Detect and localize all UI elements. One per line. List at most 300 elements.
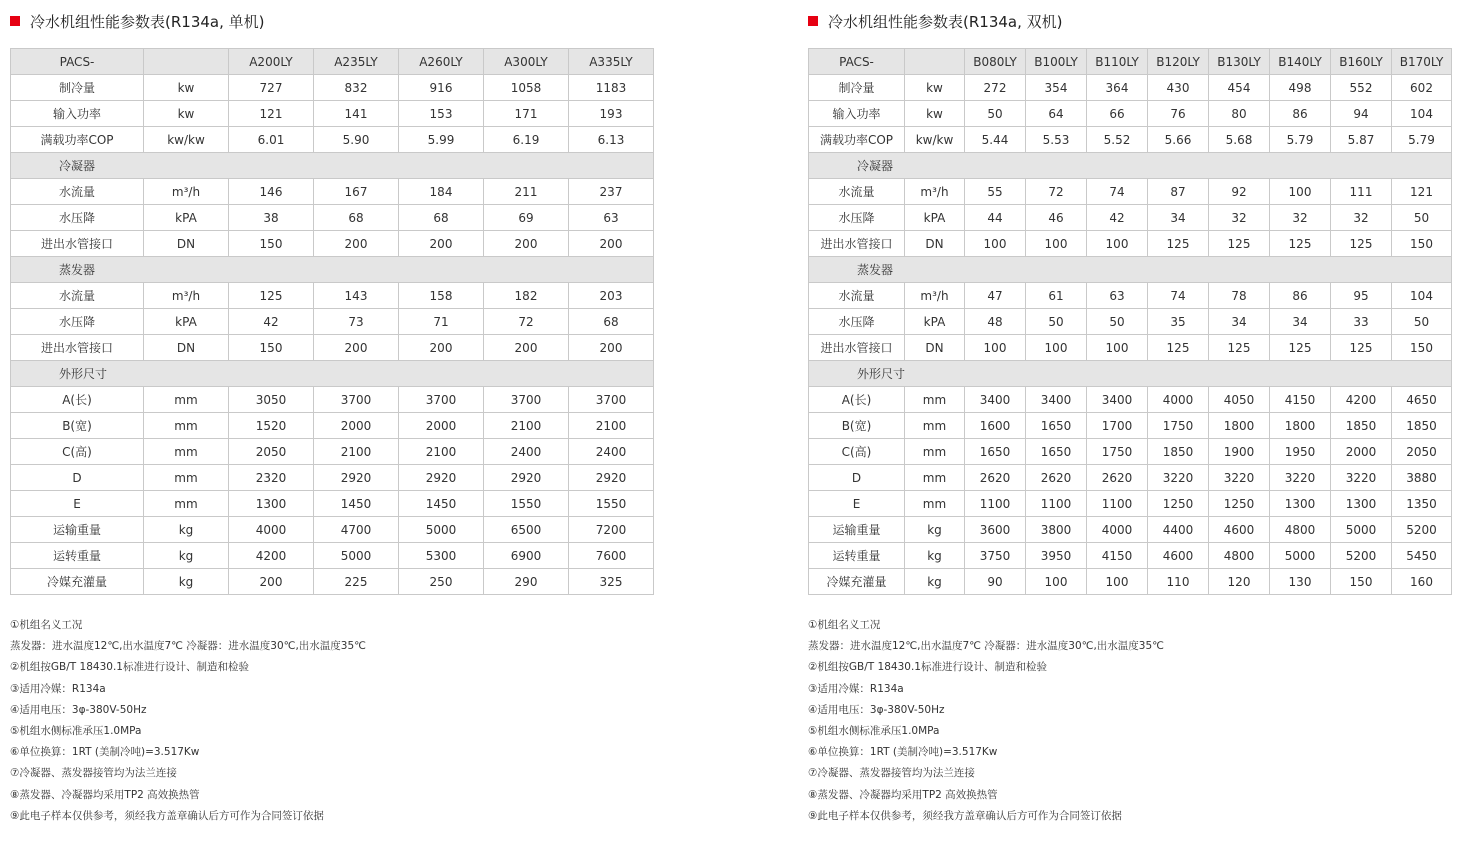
- unit-cell: mm: [144, 387, 229, 413]
- value-cell: 5.87: [1331, 127, 1392, 153]
- value-cell: 1100: [965, 491, 1026, 517]
- single-unit-notes: [10, 615, 653, 827]
- parameter-name-cell: 冷媒充灌量: [11, 569, 144, 595]
- value-cell: 5000: [399, 517, 484, 543]
- table-row: [11, 413, 654, 439]
- value-cell: 193: [569, 101, 654, 127]
- parameter-name-cell: 水流量: [809, 179, 905, 205]
- section-row: [809, 257, 1452, 283]
- value-cell: 68: [569, 309, 654, 335]
- section-row: [11, 257, 654, 283]
- value-cell: 125: [1209, 335, 1270, 361]
- header-cell: B080LY: [965, 49, 1026, 75]
- unit-cell: mm: [905, 439, 965, 465]
- unit-cell: m³/h: [905, 283, 965, 309]
- parameter-name-cell: 运输重量: [11, 517, 144, 543]
- value-cell: 3400: [1087, 387, 1148, 413]
- section-label: 外形尺寸: [11, 361, 654, 387]
- note-line: ④适用电压：3φ-380V-50Hz: [10, 703, 147, 716]
- value-cell: 4800: [1209, 543, 1270, 569]
- value-cell: 50: [1392, 309, 1452, 335]
- value-cell: 2400: [484, 439, 569, 465]
- value-cell: 1650: [1026, 413, 1087, 439]
- value-cell: 1300: [1331, 491, 1392, 517]
- value-cell: 35: [1148, 309, 1209, 335]
- parameter-name-cell: 制冷量: [809, 75, 905, 101]
- table-row: [11, 101, 654, 127]
- value-cell: 158: [399, 283, 484, 309]
- value-cell: 153: [399, 101, 484, 127]
- header-cell: B120LY: [1148, 49, 1209, 75]
- unit-cell: m³/h: [905, 179, 965, 205]
- value-cell: 1100: [1087, 491, 1148, 517]
- value-cell: 454: [1209, 75, 1270, 101]
- value-cell: 4050: [1209, 387, 1270, 413]
- value-cell: 50: [1087, 309, 1148, 335]
- value-cell: 2000: [314, 413, 399, 439]
- section-row: [11, 153, 654, 179]
- single-unit-title-text: 冷水机组性能参数表(R134a, 单机): [30, 12, 265, 31]
- value-cell: 430: [1148, 75, 1209, 101]
- parameter-name-cell: A(长): [809, 387, 905, 413]
- value-cell: 5000: [1270, 543, 1331, 569]
- header-cell: PACS-: [11, 49, 144, 75]
- value-cell: 111: [1331, 179, 1392, 205]
- table-row: [809, 517, 1452, 543]
- value-cell: 1800: [1209, 413, 1270, 439]
- value-cell: 1850: [1148, 439, 1209, 465]
- header-cell: [905, 49, 965, 75]
- header-cell: [144, 49, 229, 75]
- value-cell: 100: [1270, 179, 1331, 205]
- unit-cell: kg: [905, 543, 965, 569]
- value-cell: 3220: [1148, 465, 1209, 491]
- value-cell: 2320: [229, 465, 314, 491]
- parameter-name-cell: 进出水管接口: [809, 231, 905, 257]
- parameter-name-cell: A(长): [11, 387, 144, 413]
- value-cell: 3700: [314, 387, 399, 413]
- value-cell: 1300: [1270, 491, 1331, 517]
- value-cell: 69: [484, 205, 569, 231]
- note-line: ②机组按GB/T 18430.1标准进行设计、制造和检验: [808, 661, 1047, 674]
- value-cell: 50: [1026, 309, 1087, 335]
- table-row: [809, 335, 1452, 361]
- value-cell: 86: [1270, 283, 1331, 309]
- unit-cell: kPA: [905, 205, 965, 231]
- value-cell: 5.53: [1026, 127, 1087, 153]
- header-cell: A235LY: [314, 49, 399, 75]
- value-cell: 63: [569, 205, 654, 231]
- parameter-name-cell: 水压降: [809, 309, 905, 335]
- value-cell: 5300: [399, 543, 484, 569]
- unit-cell: mm: [905, 491, 965, 517]
- value-cell: 3700: [484, 387, 569, 413]
- unit-cell: kw: [144, 75, 229, 101]
- parameter-name-cell: 水压降: [809, 205, 905, 231]
- value-cell: 3880: [1392, 465, 1452, 491]
- value-cell: 1100: [1026, 491, 1087, 517]
- table-row: [11, 309, 654, 335]
- unit-cell: kg: [905, 569, 965, 595]
- table-row: [11, 387, 654, 413]
- unit-cell: mm: [144, 465, 229, 491]
- value-cell: 34: [1148, 205, 1209, 231]
- value-cell: 4800: [1270, 517, 1331, 543]
- table-row: [809, 387, 1452, 413]
- value-cell: 2920: [484, 465, 569, 491]
- note-line: ①机组名义工况: [808, 619, 881, 631]
- value-cell: 2050: [229, 439, 314, 465]
- note-line: ⑦冷凝器、蒸发器接管均为法兰连接: [10, 767, 177, 780]
- parameter-name-cell: 进出水管接口: [809, 335, 905, 361]
- parameter-name-cell: C(高): [809, 439, 905, 465]
- unit-cell: kPA: [905, 309, 965, 335]
- value-cell: 42: [229, 309, 314, 335]
- parameter-name-cell: E: [809, 491, 905, 517]
- unit-cell: DN: [144, 335, 229, 361]
- parameter-name-cell: 水压降: [11, 309, 144, 335]
- table-row: [809, 543, 1452, 569]
- value-cell: 125: [1331, 335, 1392, 361]
- value-cell: 1900: [1209, 439, 1270, 465]
- value-cell: 150: [229, 231, 314, 257]
- value-cell: 250: [399, 569, 484, 595]
- value-cell: 3400: [1026, 387, 1087, 413]
- value-cell: 3800: [1026, 517, 1087, 543]
- value-cell: 4600: [1148, 543, 1209, 569]
- section-label: 外形尺寸: [809, 361, 1452, 387]
- value-cell: 6.01: [229, 127, 314, 153]
- dual-unit-panel: [808, 8, 1451, 827]
- unit-cell: m³/h: [144, 179, 229, 205]
- value-cell: 6.19: [484, 127, 569, 153]
- section-row: [11, 361, 654, 387]
- value-cell: 4650: [1392, 387, 1452, 413]
- value-cell: 2620: [1087, 465, 1148, 491]
- table-row: [809, 491, 1452, 517]
- value-cell: 272: [965, 75, 1026, 101]
- value-cell: 1950: [1270, 439, 1331, 465]
- value-cell: 2920: [569, 465, 654, 491]
- parameter-name-cell: 水流量: [11, 283, 144, 309]
- value-cell: 125: [1209, 231, 1270, 257]
- value-cell: 325: [569, 569, 654, 595]
- note-line: ⑧蒸发器、冷凝器均采用TP2 高效换热管: [808, 788, 998, 801]
- value-cell: 76: [1148, 101, 1209, 127]
- unit-cell: kw/kw: [144, 127, 229, 153]
- value-cell: 150: [229, 335, 314, 361]
- unit-cell: mm: [144, 439, 229, 465]
- value-cell: 1250: [1209, 491, 1270, 517]
- table-row: [11, 283, 654, 309]
- value-cell: 200: [399, 231, 484, 257]
- table-row: [11, 543, 654, 569]
- value-cell: 3700: [569, 387, 654, 413]
- value-cell: 5.79: [1270, 127, 1331, 153]
- value-cell: 90: [965, 569, 1026, 595]
- value-cell: 200: [314, 335, 399, 361]
- value-cell: 68: [314, 205, 399, 231]
- value-cell: 125: [1331, 231, 1392, 257]
- value-cell: 5.99: [399, 127, 484, 153]
- value-cell: 2920: [399, 465, 484, 491]
- value-cell: 7200: [569, 517, 654, 543]
- value-cell: 6500: [484, 517, 569, 543]
- parameter-name-cell: 水流量: [11, 179, 144, 205]
- value-cell: 1300: [229, 491, 314, 517]
- table-row: [11, 335, 654, 361]
- header-cell: B140LY: [1270, 49, 1331, 75]
- value-cell: 1800: [1270, 413, 1331, 439]
- value-cell: 100: [1087, 335, 1148, 361]
- value-cell: 727: [229, 75, 314, 101]
- value-cell: 44: [965, 205, 1026, 231]
- value-cell: 3220: [1209, 465, 1270, 491]
- value-cell: 1058: [484, 75, 569, 101]
- table-row: [11, 517, 654, 543]
- unit-cell: kw: [144, 101, 229, 127]
- note-line: ⑨此电子样本仅供参考，须经我方盖章确认后方可作为合同签订依据: [10, 809, 324, 822]
- value-cell: 211: [484, 179, 569, 205]
- value-cell: 64: [1026, 101, 1087, 127]
- unit-cell: kg: [905, 517, 965, 543]
- section-row: [809, 153, 1452, 179]
- value-cell: 3050: [229, 387, 314, 413]
- value-cell: 2000: [1331, 439, 1392, 465]
- unit-cell: kw/kw: [905, 127, 965, 153]
- value-cell: 5.79: [1392, 127, 1452, 153]
- value-cell: 32: [1209, 205, 1270, 231]
- value-cell: 2920: [314, 465, 399, 491]
- section-label: 蒸发器: [11, 257, 654, 283]
- header-cell: A200LY: [229, 49, 314, 75]
- value-cell: 4200: [1331, 387, 1392, 413]
- table-row: [809, 101, 1452, 127]
- value-cell: 5000: [1331, 517, 1392, 543]
- value-cell: 100: [965, 335, 1026, 361]
- value-cell: 2100: [569, 413, 654, 439]
- value-cell: 100: [1087, 569, 1148, 595]
- table-row: [11, 439, 654, 465]
- value-cell: 203: [569, 283, 654, 309]
- value-cell: 225: [314, 569, 399, 595]
- header-cell: PACS-: [809, 49, 905, 75]
- value-cell: 1450: [399, 491, 484, 517]
- value-cell: 63: [1087, 283, 1148, 309]
- unit-cell: m³/h: [144, 283, 229, 309]
- table-row: [11, 569, 654, 595]
- value-cell: 125: [1148, 335, 1209, 361]
- value-cell: 5.44: [965, 127, 1026, 153]
- value-cell: 171: [484, 101, 569, 127]
- value-cell: 3600: [965, 517, 1026, 543]
- single-unit-spec-table: [10, 48, 654, 595]
- table-header-row: [809, 49, 1452, 75]
- value-cell: 1850: [1331, 413, 1392, 439]
- value-cell: 2100: [484, 413, 569, 439]
- note-line: ③适用冷媒：R134a: [808, 682, 904, 695]
- value-cell: 150: [1331, 569, 1392, 595]
- value-cell: 100: [1026, 335, 1087, 361]
- value-cell: 200: [314, 231, 399, 257]
- header-cell: B110LY: [1087, 49, 1148, 75]
- value-cell: 237: [569, 179, 654, 205]
- value-cell: 2400: [569, 439, 654, 465]
- table-row: [809, 413, 1452, 439]
- table-row: [11, 75, 654, 101]
- value-cell: 71: [399, 309, 484, 335]
- table-row: [11, 231, 654, 257]
- parameter-name-cell: 输入功率: [809, 101, 905, 127]
- table-row: [809, 205, 1452, 231]
- value-cell: 1850: [1392, 413, 1452, 439]
- value-cell: 2050: [1392, 439, 1452, 465]
- table-row: [809, 127, 1452, 153]
- note-line: ⑨此电子样本仅供参考，须经我方盖章确认后方可作为合同签订依据: [808, 809, 1122, 822]
- table-row: [11, 465, 654, 491]
- value-cell: 4000: [1087, 517, 1148, 543]
- table-row: [809, 439, 1452, 465]
- value-cell: 4150: [1270, 387, 1331, 413]
- value-cell: 33: [1331, 309, 1392, 335]
- value-cell: 4150: [1087, 543, 1148, 569]
- unit-cell: kPA: [144, 309, 229, 335]
- red-square-marker: [808, 16, 818, 26]
- value-cell: 4000: [229, 517, 314, 543]
- note-line: 蒸发器：进水温度12℃,出水温度7℃ 冷凝器：进水温度30℃,出水温度35℃: [10, 640, 366, 653]
- section-label: 蒸发器: [809, 257, 1452, 283]
- value-cell: 200: [569, 231, 654, 257]
- unit-cell: mm: [905, 413, 965, 439]
- value-cell: 104: [1392, 283, 1452, 309]
- value-cell: 95: [1331, 283, 1392, 309]
- value-cell: 150: [1392, 231, 1452, 257]
- unit-cell: mm: [905, 387, 965, 413]
- value-cell: 184: [399, 179, 484, 205]
- value-cell: 1250: [1148, 491, 1209, 517]
- value-cell: 5450: [1392, 543, 1452, 569]
- unit-cell: mm: [905, 465, 965, 491]
- value-cell: 2100: [399, 439, 484, 465]
- value-cell: 167: [314, 179, 399, 205]
- header-cell: B170LY: [1392, 49, 1452, 75]
- value-cell: 121: [1392, 179, 1452, 205]
- note-line: ⑧蒸发器、冷凝器均采用TP2 高效换热管: [10, 788, 200, 801]
- note-line: ⑥单位换算：1RT (美制冷吨)=3.517Kw: [10, 746, 200, 759]
- header-cell: B160LY: [1331, 49, 1392, 75]
- value-cell: 200: [229, 569, 314, 595]
- value-cell: 78: [1209, 283, 1270, 309]
- value-cell: 182: [484, 283, 569, 309]
- value-cell: 38: [229, 205, 314, 231]
- value-cell: 150: [1392, 335, 1452, 361]
- value-cell: 34: [1209, 309, 1270, 335]
- unit-cell: kg: [144, 543, 229, 569]
- parameter-name-cell: 制冷量: [11, 75, 144, 101]
- parameter-name-cell: 满载功率COP: [809, 127, 905, 153]
- table-row: [809, 309, 1452, 335]
- table-row: [809, 75, 1452, 101]
- value-cell: 32: [1270, 205, 1331, 231]
- value-cell: 4400: [1148, 517, 1209, 543]
- unit-cell: mm: [144, 413, 229, 439]
- table-row: [809, 283, 1452, 309]
- value-cell: 125: [1148, 231, 1209, 257]
- value-cell: 4600: [1209, 517, 1270, 543]
- value-cell: 4700: [314, 517, 399, 543]
- value-cell: 86: [1270, 101, 1331, 127]
- value-cell: 92: [1209, 179, 1270, 205]
- note-line: ②机组按GB/T 18430.1标准进行设计、制造和检验: [10, 661, 249, 674]
- parameter-name-cell: 进出水管接口: [11, 335, 144, 361]
- single-unit-title: [10, 8, 653, 34]
- note-line: ⑦冷凝器、蒸发器接管均为法兰连接: [808, 767, 975, 780]
- parameter-name-cell: 水压降: [11, 205, 144, 231]
- table-row: [11, 491, 654, 517]
- unit-cell: kw: [905, 75, 965, 101]
- value-cell: 61: [1026, 283, 1087, 309]
- unit-cell: kw: [905, 101, 965, 127]
- header-cell: A335LY: [569, 49, 654, 75]
- value-cell: 5.52: [1087, 127, 1148, 153]
- parameter-name-cell: B(宽): [809, 413, 905, 439]
- value-cell: 125: [1270, 231, 1331, 257]
- value-cell: 1600: [965, 413, 1026, 439]
- table-row: [11, 127, 654, 153]
- table-row: [809, 179, 1452, 205]
- value-cell: 104: [1392, 101, 1452, 127]
- value-cell: 66: [1087, 101, 1148, 127]
- value-cell: 55: [965, 179, 1026, 205]
- value-cell: 1650: [965, 439, 1026, 465]
- unit-cell: DN: [905, 335, 965, 361]
- value-cell: 47: [965, 283, 1026, 309]
- section-label: 冷凝器: [809, 153, 1452, 179]
- value-cell: 1550: [484, 491, 569, 517]
- value-cell: 73: [314, 309, 399, 335]
- value-cell: 146: [229, 179, 314, 205]
- unit-cell: kg: [144, 517, 229, 543]
- value-cell: 48: [965, 309, 1026, 335]
- table-header-row: [11, 49, 654, 75]
- value-cell: 100: [965, 231, 1026, 257]
- value-cell: 120: [1209, 569, 1270, 595]
- value-cell: 4000: [1148, 387, 1209, 413]
- value-cell: 916: [399, 75, 484, 101]
- value-cell: 5200: [1331, 543, 1392, 569]
- value-cell: 7600: [569, 543, 654, 569]
- value-cell: 3750: [965, 543, 1026, 569]
- single-unit-panel: [10, 8, 653, 827]
- value-cell: 1450: [314, 491, 399, 517]
- value-cell: 5000: [314, 543, 399, 569]
- value-cell: 5.90: [314, 127, 399, 153]
- parameter-name-cell: B(宽): [11, 413, 144, 439]
- parameter-name-cell: C(高): [11, 439, 144, 465]
- value-cell: 5200: [1392, 517, 1452, 543]
- value-cell: 5.68: [1209, 127, 1270, 153]
- parameter-name-cell: 运转重量: [809, 543, 905, 569]
- value-cell: 2100: [314, 439, 399, 465]
- value-cell: 498: [1270, 75, 1331, 101]
- unit-cell: kg: [144, 569, 229, 595]
- table-row: [11, 205, 654, 231]
- unit-cell: mm: [144, 491, 229, 517]
- value-cell: 6.13: [569, 127, 654, 153]
- parameter-name-cell: 运输重量: [809, 517, 905, 543]
- value-cell: 2000: [399, 413, 484, 439]
- value-cell: 42: [1087, 205, 1148, 231]
